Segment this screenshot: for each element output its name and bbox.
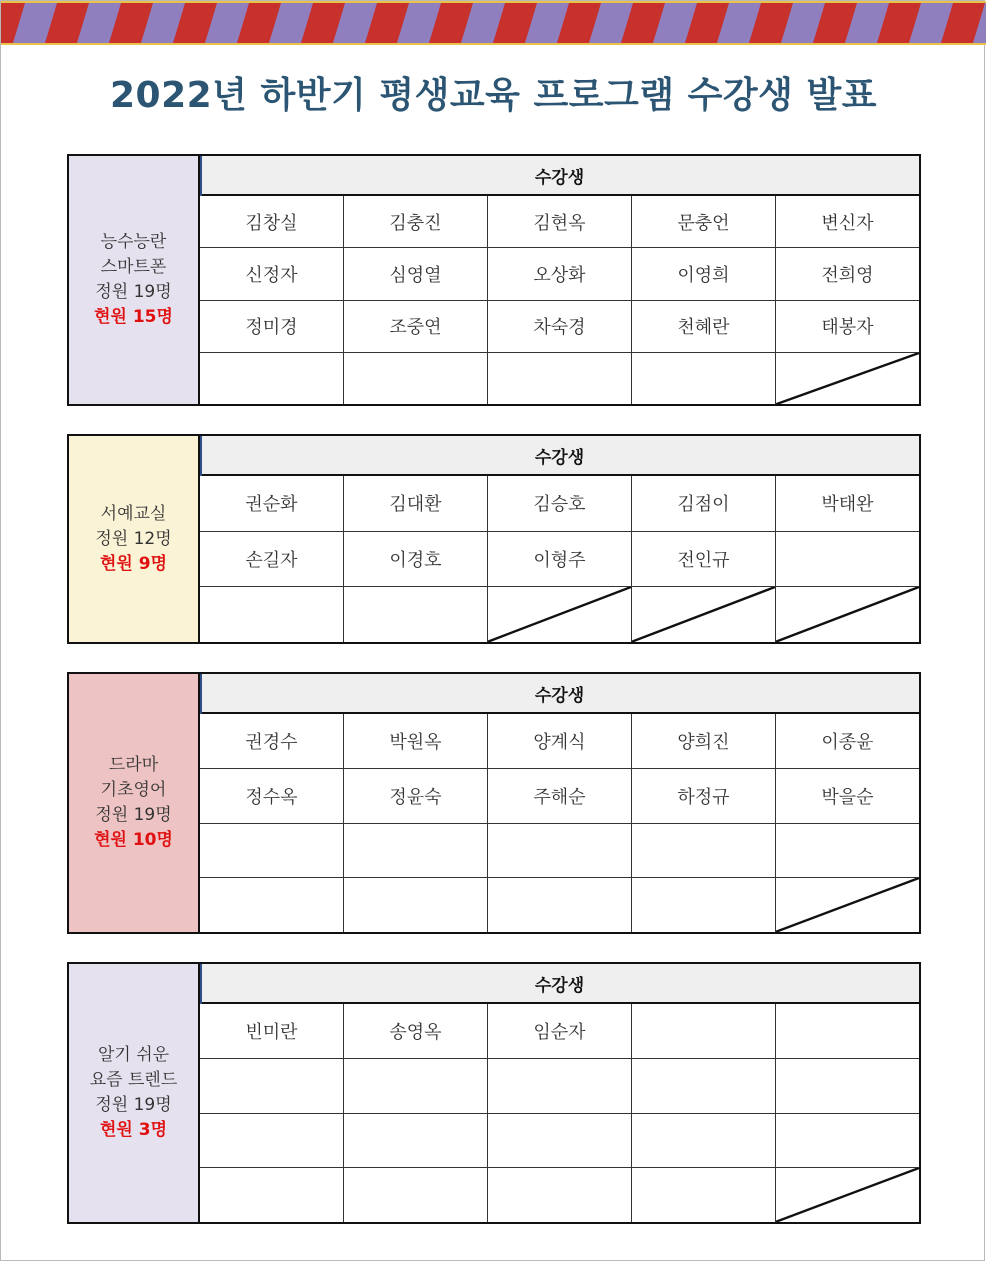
student-roster [200, 964, 919, 1222]
diagonal-slash [776, 1168, 919, 1222]
current-enrollment-label: 현원 9명 [99, 553, 167, 574]
table-row [200, 247, 919, 299]
course-name-line: 기초영어 [100, 780, 167, 800]
empty-cell [487, 1168, 631, 1222]
student-cell: 전희영 [775, 248, 919, 299]
student-cell: 김점이 [631, 476, 775, 531]
course-name-line: 드라마 [108, 755, 159, 775]
diagonal-slash [776, 878, 919, 932]
course-block-drama-english [67, 672, 921, 934]
empty-cell [200, 1059, 343, 1113]
student-cell: 송영옥 [343, 1004, 487, 1058]
student-cell: 이형주 [487, 532, 631, 587]
student-cell: 이경호 [343, 532, 487, 587]
course-block-calligraphy [67, 434, 921, 644]
student-cell: 주해순 [487, 769, 631, 823]
roster-header: 수강생 [200, 436, 919, 476]
student-cell: 박태완 [775, 476, 919, 531]
student-cell: 양계식 [487, 714, 631, 768]
table-row [200, 196, 919, 247]
diagonal-slash [488, 587, 631, 642]
student-cell: 천혜란 [631, 301, 775, 352]
empty-cell [343, 824, 487, 878]
student-cell: 정미경 [245, 317, 298, 339]
student-cell: 임순자 [487, 1004, 631, 1058]
table-row [200, 586, 919, 642]
student-cell: 전인규 [631, 532, 775, 587]
roster-header: 수강생 [200, 964, 919, 1004]
current-enrollment-label: 현원 3명 [99, 1120, 167, 1140]
course-name-line: 알기 쉬운 [97, 1045, 170, 1065]
empty-cell [200, 878, 343, 932]
diagonal-slash [776, 587, 919, 642]
course-info-panel [69, 674, 200, 932]
student-cell: 김대환 [343, 476, 487, 531]
empty-cell [343, 587, 487, 642]
empty-cell [200, 587, 343, 642]
crossed-out-cell [775, 587, 919, 642]
diagonal-slash [632, 587, 775, 642]
empty-cell [775, 1114, 919, 1168]
student-cell: 차숙경 [487, 301, 631, 352]
student-cell: 심영열 [343, 248, 487, 299]
page-title: 2022년 하반기 평생교육 프로그램 수강생 발표 [109, 75, 878, 116]
table-row [200, 714, 919, 768]
student-cell: 김창실 [245, 212, 298, 234]
course-block-smartphone [67, 154, 921, 406]
empty-cell [200, 1168, 343, 1222]
capacity-label: 정원 19명 [95, 282, 172, 302]
empty-cell [343, 1059, 487, 1113]
table-row [200, 300, 919, 352]
student-roster [200, 156, 919, 404]
student-cell: 하정규 [631, 769, 775, 823]
course-info-panel [69, 436, 200, 642]
student-cell: 정수옥 [245, 786, 298, 808]
current-enrollment-label: 현원 10명 [94, 830, 173, 850]
course-block-trends [67, 962, 921, 1224]
student-roster [200, 436, 919, 642]
course-name-line: 서예교실 [100, 503, 167, 524]
empty-cell [631, 878, 775, 932]
empty-cell [775, 532, 919, 587]
empty-cell [631, 824, 775, 878]
crossed-out-cell [631, 587, 775, 642]
crossed-out-cell [775, 878, 919, 932]
course-info-panel [69, 964, 200, 1222]
crossed-out-cell [775, 1168, 919, 1222]
empty-cell [631, 1168, 775, 1222]
table-row [200, 476, 919, 531]
table-row [200, 768, 919, 823]
empty-cell [775, 824, 919, 878]
empty-cell [487, 353, 631, 404]
empty-cell [775, 1004, 919, 1058]
table-row [200, 1058, 919, 1113]
empty-cell [487, 1114, 631, 1168]
course-name-line: 능수능란 [100, 232, 167, 252]
capacity-label: 정원 19명 [95, 805, 172, 825]
table-row [200, 1004, 919, 1058]
course-name-line: 스마트폰 [100, 257, 167, 277]
student-cell: 박을순 [775, 769, 919, 823]
empty-cell [343, 1168, 487, 1222]
student-cell: 김현옥 [487, 196, 631, 247]
table-row [200, 1113, 919, 1168]
diagonal-slash [776, 353, 919, 404]
empty-cell [487, 878, 631, 932]
student-roster [200, 674, 919, 932]
student-cell: 손길자 [245, 550, 298, 571]
empty-cell [631, 1004, 775, 1058]
empty-cell [200, 353, 343, 404]
empty-cell [631, 1114, 775, 1168]
crossed-out-cell [775, 353, 919, 404]
student-cell: 김승호 [487, 476, 631, 531]
capacity-label: 정원 19명 [95, 1095, 172, 1115]
table-row [200, 823, 919, 878]
student-cell: 김충진 [343, 196, 487, 247]
empty-cell [487, 824, 631, 878]
empty-cell [200, 824, 343, 878]
student-cell: 오상화 [487, 248, 631, 299]
student-cell: 권경수 [245, 731, 298, 753]
table-row [200, 352, 919, 404]
table-row [200, 531, 919, 587]
student-cell: 권순화 [245, 494, 298, 516]
empty-cell [343, 353, 487, 404]
empty-cell [631, 1059, 775, 1113]
crossed-out-cell [487, 587, 631, 642]
student-cell: 이영희 [631, 248, 775, 299]
empty-cell [775, 1059, 919, 1113]
empty-cell [200, 1114, 343, 1168]
table-row [200, 877, 919, 932]
student-cell: 정윤숙 [343, 769, 487, 823]
roster-header: 수강생 [200, 156, 919, 196]
student-cell: 조중연 [343, 301, 487, 352]
student-cell: 문충언 [631, 196, 775, 247]
table-row [200, 1167, 919, 1222]
current-enrollment-label: 현원 15명 [94, 307, 173, 327]
roster-header: 수강생 [200, 674, 919, 714]
student-cell: 이종윤 [775, 714, 919, 768]
empty-cell [343, 1114, 487, 1168]
empty-cell [487, 1059, 631, 1113]
course-name-line: 요즘 트렌드 [89, 1070, 178, 1090]
empty-cell [631, 353, 775, 404]
student-cell: 양희진 [631, 714, 775, 768]
decorative-stripe-banner [1, 1, 986, 45]
student-cell: 빈미란 [245, 1021, 298, 1043]
student-cell: 박원옥 [343, 714, 487, 768]
capacity-label: 정원 12명 [95, 528, 172, 549]
empty-cell [343, 878, 487, 932]
student-cell: 신정자 [245, 264, 298, 286]
student-cell: 태봉자 [775, 301, 919, 352]
student-cell: 변신자 [775, 196, 919, 247]
course-info-panel [69, 156, 200, 404]
